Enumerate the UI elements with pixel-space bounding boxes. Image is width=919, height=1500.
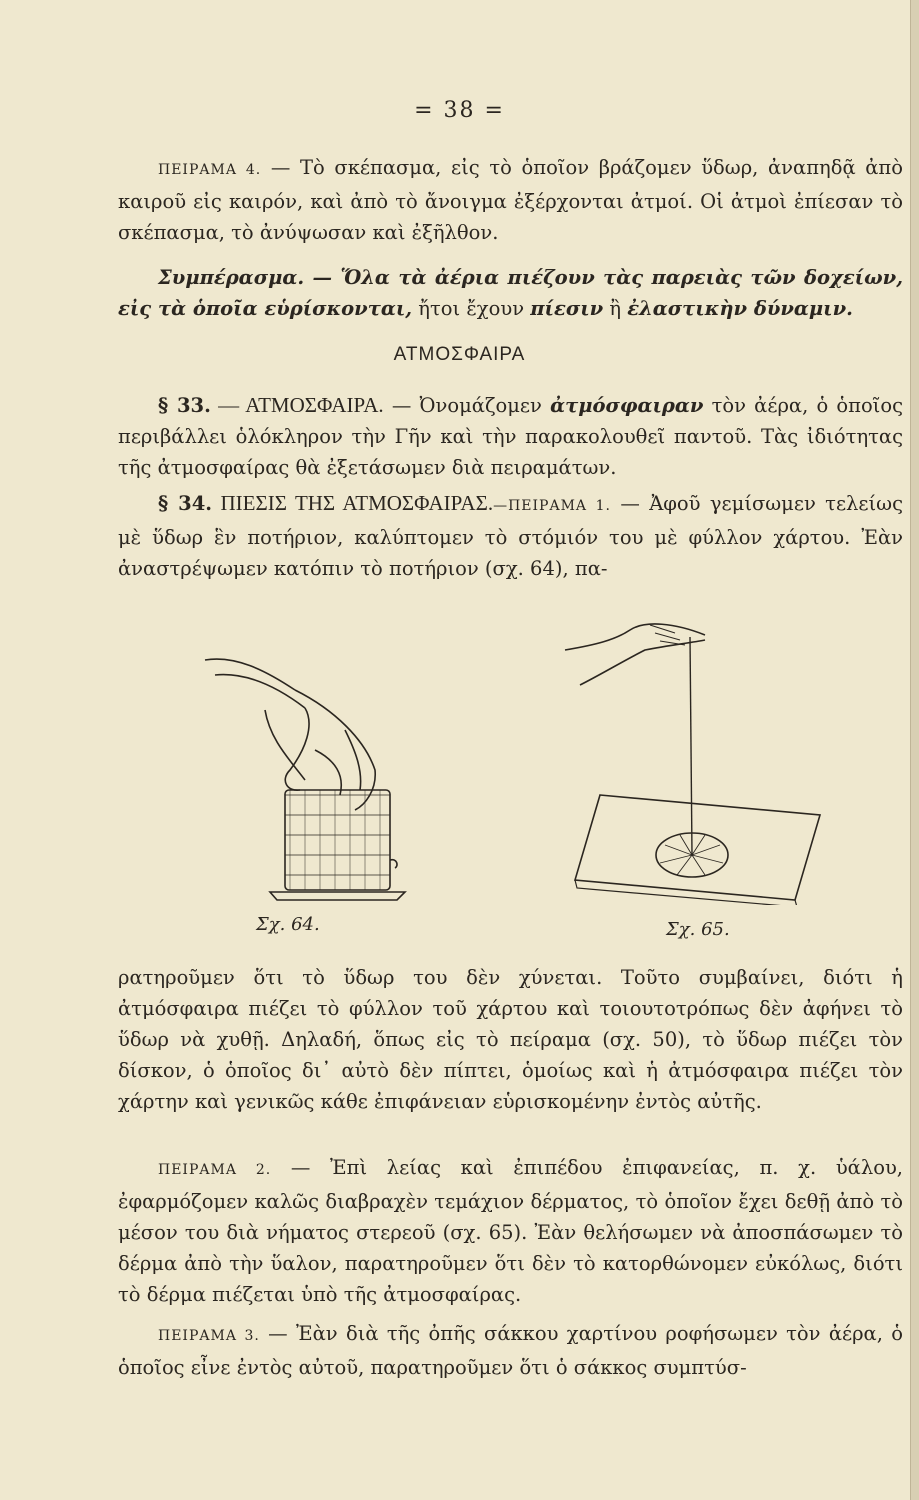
pressure-term: πίεσιν: [530, 297, 604, 320]
paragraph-experiment-4: [118, 152, 903, 248]
section-title: ΠΙΕΣΙΣ ΤΗΣ ΑΤΜΟΣΦΑΙΡΑΣ.: [212, 491, 494, 515]
paragraph-continuation: ρατηροῦμεν ὅτι τὸ ὕδωρ του δὲν χύνεται. Τοῦτο συμβαίνει, διότι ἡ ἀτμόσφαιρα πιέζει τὸ φύλλον τοῦ χάρτου καὶ τοιουτοτρόπως δὲν ἀφήνει τὸ ὕδωρ νὰ χυθῇ. Δηλαδή, ὅπως εἰς τὸ πείραμα (σχ. 50), τὸ ὕδωρ πιέζει τὸν δίσκον, ὁ ὁποῖος δι᾿ αὐτὸ δὲν πίπτει, ὁμοίως καὶ ἡ ἀτμόσφαιρα πιέζει τὸν χάρτην καὶ γενικῶς κάθε ἐπιφάνειαν εὑρισκομένην ἐντὸς αὐτῆς.: [118, 966, 903, 1113]
atmosphere-term: ἀτμόσφαιραν: [550, 394, 704, 417]
figure-64-caption: Σχ. 64.: [256, 914, 320, 935]
section-number: § 33.: [158, 394, 211, 417]
conclusion-label: Συμπέρασμα.: [158, 266, 305, 289]
elastic-force-term: ἐλαστικὴν δύναμιν.: [627, 297, 853, 320]
paragraph-section-34: [118, 488, 903, 584]
paragraph-text: — Ἐὰν διὰ τῆς ὀπῆς σάκκου χαρτίνου ροφήσωμεν τὸν ἀέρα, ὁ ὁποῖος εἶνε ἐντὸς αὐτοῦ, παρατηροῦμεν ὅτι ὁ σάκκος συμπτύσ-: [118, 1322, 903, 1379]
figure-65-leather-disc: [555, 605, 835, 905]
experiment-label: —ΠΕΙΡΑΜΑ 1.: [493, 498, 611, 514]
figure-64-inverted-glass: [195, 630, 415, 910]
conclusion-statement: — Ὅλα τὰ ἀέρια πιέζουν τὰς παρειὰς τῶν δοχείων, εἰς τὰ ὁποῖα εὑρίσκονται,: [118, 266, 903, 320]
section-title: — ΑΤΜΟΣΦΑΙΡΑ.: [210, 393, 384, 417]
paragraph-text: — Ἀφοῦ γεμίσωμεν τελείως μὲ ὕδωρ ἓν ποτήριον, καλύπτομεν τὸ στόμιόν του μὲ φύλλον χάρτου. Ἐὰν ἀναστρέψωμεν κατόπιν τὸ ποτήριον (σχ. 64), πα-: [118, 492, 903, 580]
section-number: § 34.: [158, 492, 213, 515]
conclusion-text: ἤτοι ἔχουν: [412, 297, 531, 320]
experiment-label: ΠΕΙΡΑΜΑ 2.: [158, 1162, 272, 1178]
conjunction: ἢ: [603, 297, 628, 320]
paragraph-section-33: [118, 390, 903, 483]
page-number: = 38 =: [414, 98, 505, 123]
paragraph-text: — Ἐπὶ λείας καὶ ἐπιπέδου ἐπιφανείας, π. χ. ὑάλου, ἐφαρμόζομεν καλῶς διαβραχὲν τεμάχιον δέρματος, τὸ ὁποῖον ἔχει δεθῇ ἀπὸ τὸ μέσον του διὰ νήματος στερεοῦ (σχ. 65). Ἐὰν θελήσωμεν νὰ ἀποσπάσωμεν τὸ δέρμα ἀπὸ τὴν ὕαλον, παρατηροῦμεν ὅτι δὲν τὸ κατορθώνομεν εὐκόλως, διότι τὸ δέρμα πιέζεται ὑπὸ τῆς ἀτμοσφαίρας.: [118, 1156, 903, 1306]
paragraph-text: — Ὀνομάζομεν: [383, 394, 551, 417]
paragraph-text: — Τὸ σκέπασμα, εἰς τὸ ὁποῖον βράζομεν ὕδωρ, ἀναπηδᾷ ἀπὸ καιροῦ εἰς καιρόν, καὶ ἀπὸ τὸ ἄνοιγμα ἐξέρχονται ἀτμοί. Οἱ ἀτμοὶ ἐπίεσαν τὸ σκέπασμα, τὸ ἀνύψωσαν καὶ ἐξῆλθον.: [118, 156, 903, 244]
paragraph-experiment-3: [118, 1318, 903, 1383]
experiment-label: ΠΕΙΡΑΜΑ 3.: [158, 1328, 260, 1344]
page-edge: [910, 0, 919, 1500]
paragraph-experiment-2: [118, 1152, 903, 1310]
figure-65-caption: Σχ. 65.: [666, 919, 730, 940]
paragraph-text: τὸν ἀέρα, ὁ ὁποῖος περιβάλλει ὁλόκληρον τὴν Γῆν καὶ τὴν παρακολουθεῖ παντοῦ. Τὰς ἰδιότητας τῆς ἀτμοσφαίρας θὰ ἐξετάσωμεν διὰ πειραμάτων.: [118, 394, 903, 479]
experiment-label: ΠΕΙΡΑΜΑ 4.: [158, 162, 262, 178]
section-heading: ΑΤΜΟΣΦΑΙΡΑ: [393, 344, 526, 365]
paragraph-conclusion: [118, 262, 903, 324]
